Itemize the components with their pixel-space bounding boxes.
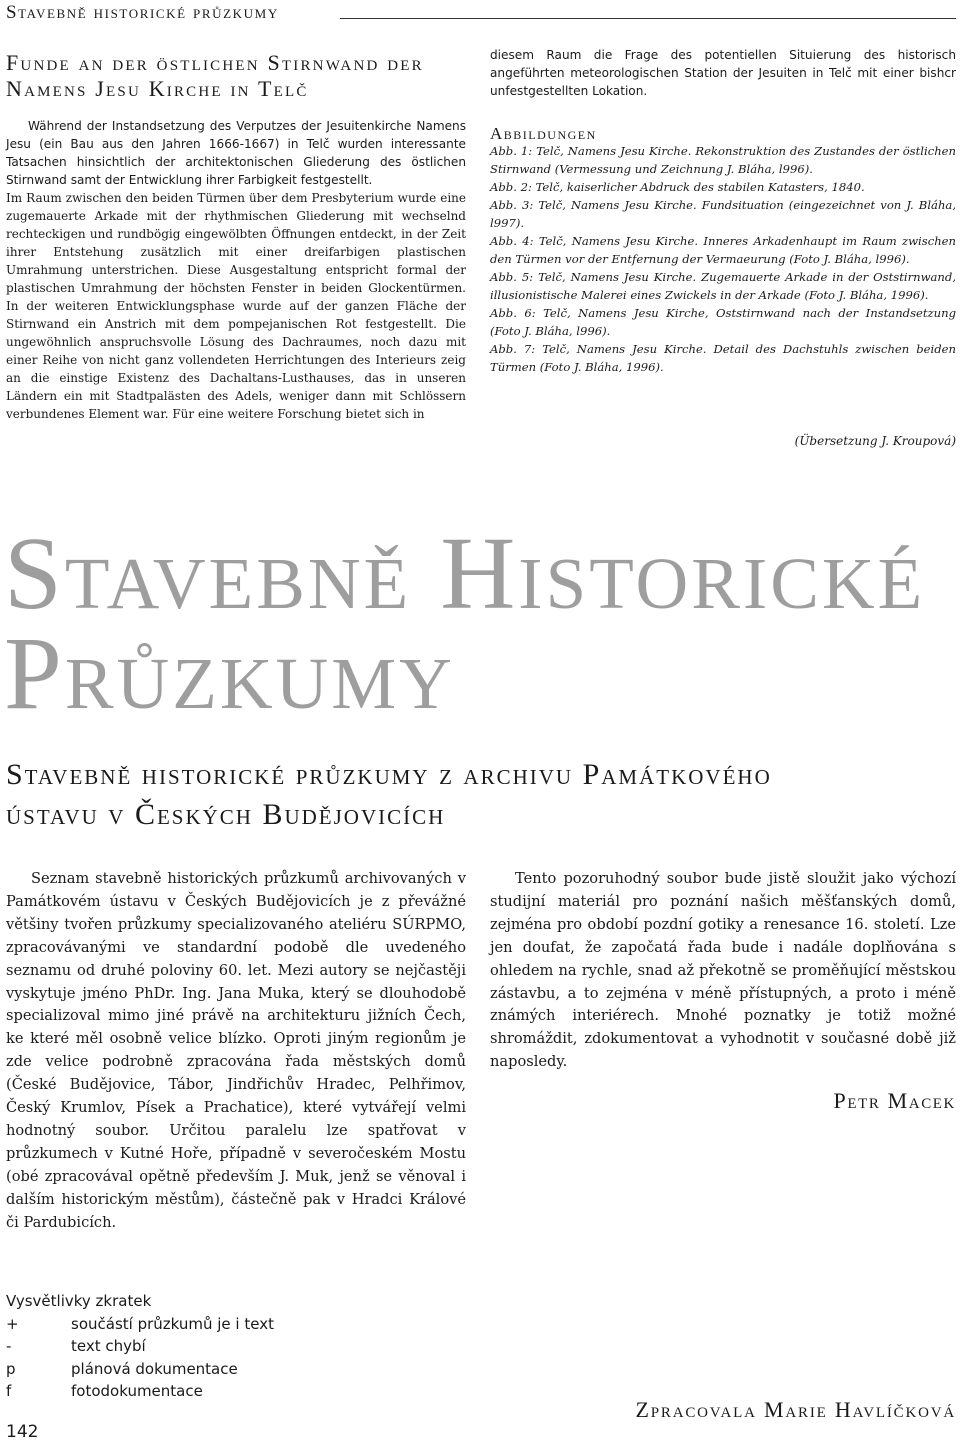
article-paragraph-continuation: diesem Raum die Frage des potentiellen Situierung des historisch angeführten meteorologischen Station der Jesuiten in Telč mit einer bishcr unfestgestellten Lokation. xyxy=(490,48,956,98)
header-rule xyxy=(340,18,956,19)
legend-row: p plánová dokumentace xyxy=(6,1359,238,1378)
article-title xyxy=(6,50,476,102)
article-title-line2: Namens Jesu Kirche in Telč xyxy=(6,76,309,101)
legend-heading: Vysvětlivky zkratek xyxy=(6,1292,152,1310)
figure-caption: Abb. 3: Telč, Namens Jesu Kirche. Fundsituation (eingezeichnet von J. Bláha, l997). xyxy=(490,198,957,230)
running-title: Stavebně historické průzkumy xyxy=(6,2,279,23)
legend-row: f fotodokumentace xyxy=(6,1382,203,1400)
abbreviation-legend xyxy=(6,1290,406,1403)
article-paragraph-intro: Während der Instandsetzung des Verputzes der Jesuitenkirche Namens Jesu (ein Bau aus den Jahren 1666-1667) in Telč wurden interessante Tatsachen hinsichtlich der architektonischen Gliederung des östlichen Stirnwand samt der Entwicklung ihrer Farbigkeit festgestellt. xyxy=(6,119,466,187)
figure-caption: Abb. 7: Telč, Namens Jesu Kirche. Detail des Dachstuhls zwischen beiden Türmen (Foto J. Bláha, 1996). xyxy=(490,342,957,374)
figure-caption: Abb. 6: Telč, Namens Jesu Kirche, Oststirnwand nach der Instandsetzung (Foto J. Bláha, l996). xyxy=(490,306,957,338)
abbildungen-list xyxy=(490,142,956,376)
figure-caption: Abb. 4: Telč, Namens Jesu Kirche. Inneres Arkadenhaupt im Raum zwischen den Türmen vor der Entfernung der Vermaeurung (Foto J. Bláha, l996). xyxy=(490,234,956,266)
abbildungen-heading: Abbildungen xyxy=(490,124,597,143)
section-subtitle-line1: Stavebně historické průzkumy z archivu Památkového xyxy=(6,758,772,791)
czech-paragraph-right: Tento pozoruhodný soubor bude jistě sloužit jako výchozí studijní materiál pro poznání našich měšťanských domů, zejména pro období pozdní gotiky a renesance 16. století. Lze jen doufat, že započatá řada bude i nadále doplňována s ohledem na rychle, snad až překotně se proměňující městskou zástavbu, a to zejména v méně přístupných, a proto i méně známých interiérech. Mnohé poznatky je totiž možné shromáždit, zdokumentovat a vyhodnotit v současné době již naposledy. xyxy=(490,870,956,1071)
figure-caption: Abb. 5: Telč, Namens Jesu Kirche. Zugemauerte Arkade in der Oststirnwand, illusionistische Malerei eines Zwickels in der Arkade (Foto J. Bláha, 1996). xyxy=(490,270,956,302)
article-title-line1: Funde an der östlichen Stirnwand der xyxy=(6,50,424,75)
legend-row: + součástí průzkumů je i text xyxy=(6,1314,274,1333)
section-subtitle xyxy=(6,755,956,835)
section-big-title-line1: Stavebně Historické xyxy=(4,516,926,631)
author-signature: Petr Macek xyxy=(833,1088,956,1113)
czech-paragraph-left: Seznam stavebně historických průzkumů archivovaných v Památkovém ústavu v Českých Budějovicích je z převážné většiny tvořen průzkumy specializovaného ateliéru SÚRPMO, zpracovávanými ve standardní podobě dle uvedeného seznamu od druhé poloviny 60. let. Mezi autory se nejčastěji vyskytuje jméno PhDr. Ing. Jana Muka, který se dlouhodobě specializoval mimo jiné právě na architekturu jižních Čech, ke které měl osobně velice blízko. Oproti jiným regionům je zde velice podrobně zpracována řada městských domů (České Budějovice, Tábor, Jindřichův Hradec, Pelhřimov, Český Krumlov, Písek a Prachatice), které vytvářejí velmi hodnotný soubor. Určitou paralelu lze spatřovat v průzkumech v Kutné Hoře, případně v severočeském Mostu (obé zpracovával opětně především J. Muk, jenž se věnoval i dalším historickým městům), částečně pak v Hradci Králové či Pardubicích. xyxy=(6,870,466,1231)
figure-caption: Abb. 2: Telč, kaiserlicher Abdruck des stabilen Katasters, 1840. xyxy=(490,180,865,194)
page-number: 142 xyxy=(6,1422,39,1442)
legend-row: - text chybí xyxy=(6,1337,146,1355)
running-header xyxy=(6,2,956,24)
section-big-title-line2: Průzkumy xyxy=(4,616,455,731)
section-big-title xyxy=(4,516,954,731)
translation-credit: (Übersetzung J. Kroupová) xyxy=(794,434,956,448)
article-paragraph-main: Im Raum zwischen den beiden Türmen über dem Presbyterium wurde eine zugemauerte Arkade mit der rhythmischen Gliederung mit wechselnd rechteckigen und rundbögig eingewölbten Öffnungen entdeckt, in der Zeit ihrer Entstehung zusätzlich mit einer dreifarbigen plastischen Umrahmung unterstrichen. Diese Ausgestaltung entspricht formal der plastischen Umrahmung der höchsten Fenster in beiden Glockentürmen. In der weiteren Entwicklungsphase wurde auf der ganzen Fläche der Stirnwand ein Anstrich mit dem pompejanischen Rot festgestellt. Die ungewöhnlich anspruchsvolle Lösung des Dachraumes, noch dazu mit einer Reihe von nicht ganz vollendeten Herrichtungen des Interieurs zeig an die einstige Existenz des Dachaltans-Lusthauses, das in unseren Ländern ein mit Stadtpalästen des Adels, weniger dann mit Schlössern verbundenes Element war. Für eine weitere Forschung bietet sich in xyxy=(6,191,466,421)
figure-caption: Abb. 1: Telč, Namens Jesu Kirche. Rekonstruktion des Zustandes der östlichen Stirnwand (Vermessung und Zeichnung J. Bláha, l996). xyxy=(490,144,956,176)
compiled-by: Zpracovala Marie Havlíčková xyxy=(635,1397,956,1422)
section-subtitle-line2: ústavu v Českých Budějovicích xyxy=(6,798,446,831)
